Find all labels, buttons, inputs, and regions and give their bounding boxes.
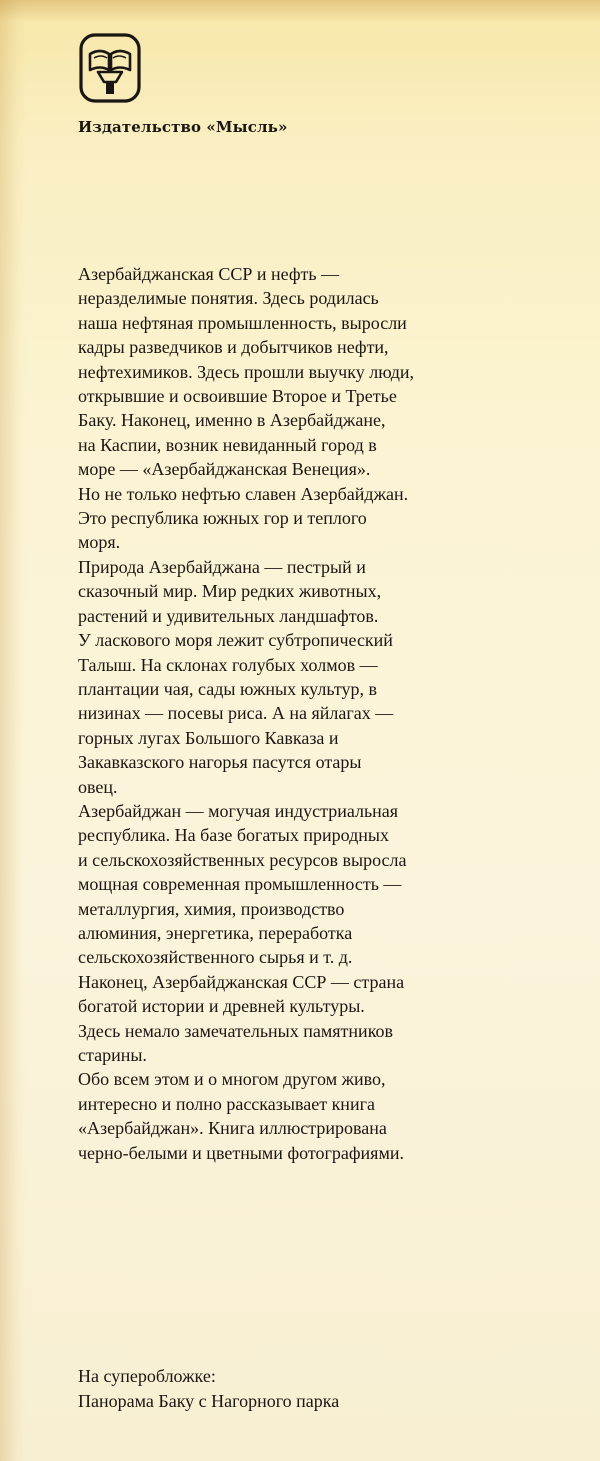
text-line: сказочный мир. Мир редких животных, xyxy=(78,581,382,602)
text-line: черно-белыми и цветными фотографиями. xyxy=(78,1142,404,1163)
text-line: алюминия, энергетика, переработка xyxy=(78,922,353,943)
text-line: Талыш. На склонах голубых холмов — xyxy=(78,654,378,675)
text-line: старины. xyxy=(78,1045,147,1065)
paper-edge-left xyxy=(0,0,26,1461)
text-line: Но не только нефтью славен Азербайджан. xyxy=(78,483,409,504)
text-line: море — «Азербайджанская Венеция». xyxy=(78,459,371,480)
text-line: У ласкового моря лежит субтропический xyxy=(78,630,393,651)
text-line: наша нефтяная промышленность, выросли xyxy=(78,312,407,333)
text-line: республика. На базе богатых природных xyxy=(78,825,390,846)
text-line: Азербайджанская ССР и нефть — xyxy=(78,264,340,284)
text-line: мощная современная промышленность — xyxy=(78,874,402,895)
text-line: Здесь немало замечательных памятников xyxy=(78,1020,394,1041)
publisher-name: Издательство «Мысль» xyxy=(78,118,288,136)
text-line: овец. xyxy=(78,776,118,797)
book-torch-emblem-icon xyxy=(78,32,142,104)
text-line: Баку. Наконец, именно в Азербайджане, xyxy=(78,410,386,431)
text-line: Обо всем этом и о многом другом живо, xyxy=(78,1069,386,1090)
text-line: плантации чая, сады южных культур, в xyxy=(78,678,377,699)
text-line: богатой истории и древней культуры. xyxy=(78,996,365,1017)
text-line: на Каспии, возник невиданный город в xyxy=(78,434,377,455)
text-line: горных лугах Большого Кавказа и xyxy=(78,727,339,748)
text-line: Природа Азербайджана — пестрый и xyxy=(78,556,366,577)
caption-text: Панорама Баку с Нагорного парка xyxy=(78,1391,340,1411)
text-line: металлургия, химия, производство xyxy=(78,898,345,919)
caption-label: На суперобложке: xyxy=(78,1366,216,1386)
text-line: Закавказского нагорья пасутся отары xyxy=(78,752,362,773)
text-line: открывшие и освоившие Второе и Третье xyxy=(78,386,397,407)
text-line: «Азербайджан». Книга иллюстрирована xyxy=(78,1118,387,1139)
text-line: Это республика южных гор и теплого xyxy=(78,508,367,529)
text-line: интересно и полно рассказывает книга xyxy=(78,1093,375,1114)
text-line: Наконец, Азербайджанская ССР — страна xyxy=(78,971,405,992)
text-line: моря. xyxy=(78,532,121,553)
text-line: растений и удивительных ландшафтов. xyxy=(78,605,379,626)
text-line: кадры разведчиков и добытчиков нефти, xyxy=(78,337,389,358)
text-line: неразделимые понятия. Здесь родилась xyxy=(78,288,379,309)
text-line: Азербайджан — могучая индустриальная xyxy=(78,800,399,821)
text-line: и сельскохозяйственных ресурсов выросла xyxy=(78,849,407,870)
annotation-text xyxy=(78,262,578,1165)
text-line: нефтехимиков. Здесь прошли выучку люди, xyxy=(78,361,415,382)
paper-edge-top xyxy=(0,0,600,22)
text-line: сельскохозяйственного сырья и т. д. xyxy=(78,947,353,968)
text-line: низинах — посевы риса. А на яйлагах — xyxy=(78,703,394,724)
cover-caption xyxy=(78,1364,339,1414)
